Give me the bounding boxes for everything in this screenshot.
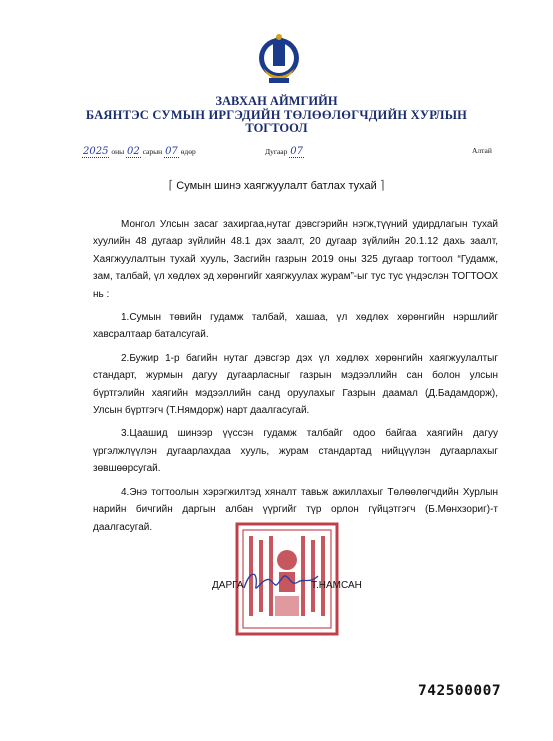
document-number: [265, 146, 304, 158]
date-month-suffix: сарын: [142, 147, 163, 156]
subject-bracket-left: ⌈: [168, 178, 174, 192]
date-year-suffix: оны: [111, 147, 125, 156]
clause-2: 2.Бужир 1-р багийн нутаг дэвсгэр дэх үл хөдлөх хөрөнгийн хаягжуулалтыг стандарт, журмын дагуу дугаарласныг газрын мэдээллийн сан болон улсын бүртгэлийн хаягийн мэдээллийн санд оруулахыг Газрын даамал (Д.Бадамдорж), Улсын бүртгэгч (Т.Нямдорж) нарт даалгасугай.: [93, 352, 498, 417]
state-emblem-icon: [255, 28, 303, 92]
resolution-body: [93, 216, 498, 536]
number-value: 07: [290, 146, 303, 157]
date-line: [82, 146, 196, 158]
serial-number: 742500007: [418, 683, 502, 699]
council-title: БАЯНТЭС СУМЫН ИРГЭДИЙН ТӨЛӨӨЛӨГЧДИЙН ХУРЛЫН: [85, 108, 468, 122]
date-year: 2025: [83, 146, 109, 157]
signatory-title: ДАРГА: [212, 580, 244, 591]
province-title: ЗАВХАН АЙМГИЙН: [215, 94, 338, 108]
place: Алтай: [472, 146, 492, 155]
date-month: 02: [127, 146, 140, 157]
intro-paragraph: Монгол Улсын засаг захиргаа,нутаг дэвсгэрийн нэгж,түүний удирдлагын тухай хуулийн 48 дугаар зүйлийн 48.1 дэх заалт, 20 дугаар зүйлийн 20.1.12 дахь заалт, Хаягжуулалтын тухай хууль, Засгийн газрын 2019 оны 325 дугаар тогтоол “Гудамж, зам, талбай, үл хөдлөх эд хөрөнгийг хаягжуулах журам”-ыг тус тус үндэслэн ТОГТООХ нь :: [93, 219, 498, 300]
date-day: 07: [165, 146, 178, 157]
document-type: ТОГТООЛ: [245, 121, 308, 135]
number-label: Дугаар: [265, 147, 288, 156]
signatory-name: Т.НАМСАН: [311, 580, 362, 591]
subject-text: Сумын шинэ хаягжуулалт батлах тухай: [176, 180, 377, 192]
subject-bracket-right: ⌉: [379, 178, 385, 192]
subject-line: [0, 178, 553, 192]
clause-3: 3.Цаашид шинээр үүссэн гудамж талбайг одоо байгаа хаягийн дагуу үргэлжлүүлэн дугаарлахдаа хууль, журам стандартад нийцүүлэн дугаарлахыг зөвшөөрсугай.: [93, 428, 498, 475]
clause-1: 1.Сумын төвийн гудамж талбай, хашаа, үл хөдлөх хөрөнгийн нэршлийг хавсралтаар баталсугай.: [93, 312, 498, 341]
clause-4: 4.Энэ тогтоолын хэрэгжилтэд хяналт тавьж ажиллахыг Төлөөлөгчдийн Хурлын нарийн бичгийн даргын албан үүргийг түр орлон гүйцэтгэгч (Б.Мөнхзориг)-т даалгасугай.: [93, 486, 498, 533]
handwritten-signature-icon: [240, 566, 320, 596]
date-day-suffix: өдөр: [180, 147, 196, 156]
